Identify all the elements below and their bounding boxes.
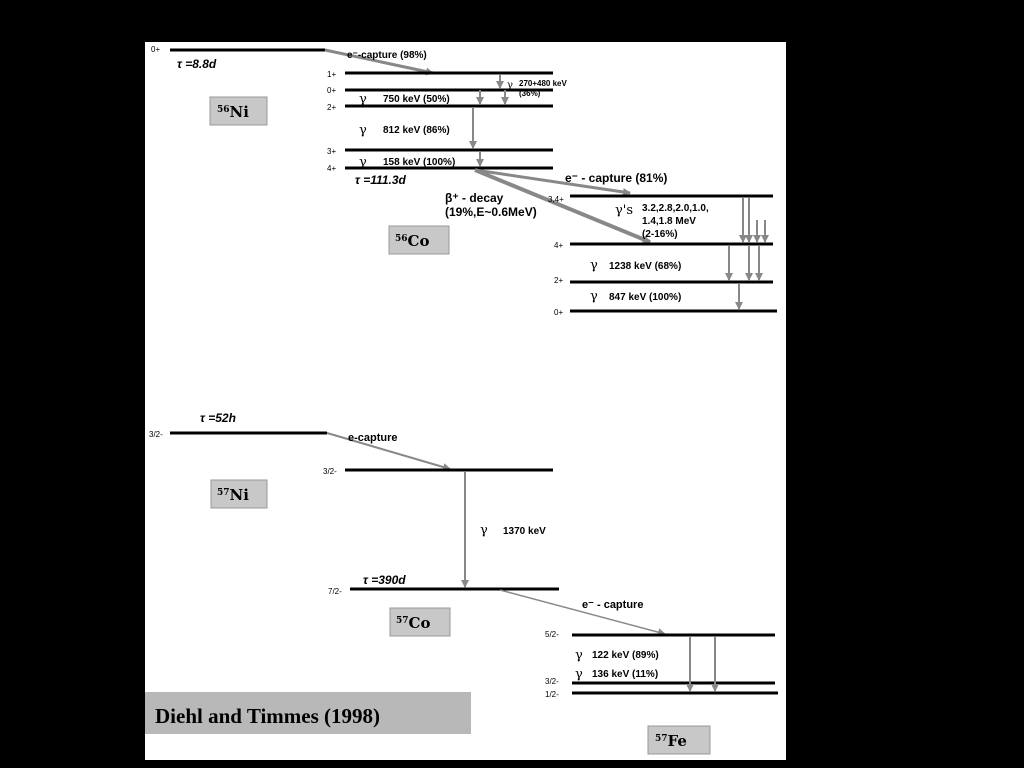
ni56-label-mass: 56: [217, 105, 230, 115]
fe57-gamma2-text: 136 keV (11%): [592, 669, 659, 680]
fe56-gamma2-symbol: γ: [590, 289, 598, 304]
co56-spin-2plus: 2+: [327, 103, 337, 112]
co56-beta-label-1: β⁺ - decay: [445, 191, 504, 205]
fe56-spin-2plus: 2+: [554, 276, 564, 285]
co56-gamma1-symbol: γ: [359, 92, 367, 107]
ni57-spin-label: 3/2-: [149, 430, 163, 439]
ni56-lifetime: τ =8.8d: [177, 57, 217, 71]
co56-spin-4plus: 4+: [327, 164, 337, 173]
co56-gamma3-text: 158 keV (100%): [383, 157, 456, 168]
ni57-label-element: Ni: [229, 486, 249, 504]
co56-gamma1-text: 750 keV (50%): [383, 94, 450, 105]
co57-capture-label: e⁻ - capture: [582, 599, 644, 611]
co57-gamma-text: 1370 keV: [503, 526, 546, 537]
co56-gamma2-symbol: γ: [359, 123, 367, 138]
fe56-gammas-line2: 1.4,1.8 MeV: [642, 216, 696, 227]
co56-label-element: Co: [407, 232, 430, 250]
co57-spin-upper: 3/2-: [323, 467, 337, 476]
fe57-gamma2-symbol: γ: [575, 667, 583, 682]
co57-lifetime: τ =390d: [363, 573, 406, 587]
fe57-spin-32: 3/2-: [545, 677, 559, 686]
co57-spin-ground: 7/2-: [328, 587, 342, 596]
decay-scheme-diagram: [145, 42, 786, 760]
fe56-gamma2-text: 847 keV (100%): [609, 292, 682, 303]
fe56-spin-4plus: 4+: [554, 241, 564, 250]
co56-gamma4-sub: (36%): [519, 89, 541, 98]
co56-capture-label: e⁻ - capture (81%): [565, 171, 668, 185]
fe57-label-mass: 57: [655, 734, 668, 744]
co56-gamma2-text: 812 keV (86%): [383, 125, 450, 136]
co57-label-element: Co: [408, 614, 431, 632]
co56-spin-0plus: 0+: [327, 86, 337, 95]
co57-capture-arrow: [500, 590, 665, 634]
co56-beta-label-2: (19%,E~0.6MeV): [445, 205, 537, 219]
co57-gamma-symbol: γ: [480, 523, 488, 538]
fe56-gammas-line3: (2-16%): [642, 229, 678, 240]
ni57-capture-label: e-capture: [348, 432, 398, 444]
fe56-gamma1-text: 1238 keV (68%): [609, 261, 682, 272]
figure-panel: [145, 42, 786, 760]
ni56-label-element: Ni: [229, 103, 249, 121]
fe57-gamma1-symbol: γ: [575, 648, 583, 663]
ni57-lifetime: τ =52h: [200, 411, 236, 425]
fe56-spin-34plus: 3,4+: [548, 195, 564, 204]
co56-gamma3-symbol: γ: [359, 155, 367, 170]
ni56-capture-label: e⁻-capture (98%): [347, 50, 427, 61]
fe57-spin-12: 1/2-: [545, 690, 559, 699]
fe56-gamma1-symbol: γ: [590, 258, 598, 273]
citation-text: Diehl and Timmes (1998): [155, 704, 380, 728]
co56-gamma4-symbol: γ: [507, 80, 513, 91]
fe57-label-element: Fe: [667, 732, 687, 750]
fe56-gammas-symbol: γ's: [615, 203, 634, 218]
ni57-label-mass: 57: [217, 488, 230, 498]
co56-spin-1plus: 1+: [327, 70, 337, 79]
fe57-spin-52: 5/2-: [545, 630, 559, 639]
co56-gamma4-text: 270+480 keV: [519, 79, 567, 88]
ni56-spin-label: 0+: [151, 45, 161, 54]
co57-label-mass: 57: [396, 616, 409, 626]
co56-label-mass: 56: [395, 234, 408, 244]
fe56-spin-0plus: 0+: [554, 308, 564, 317]
fe57-gamma1-text: 122 keV (89%): [592, 650, 659, 661]
co56-spin-3plus: 3+: [327, 147, 337, 156]
co56-lifetime: τ =111.3d: [355, 173, 406, 187]
fe56-gammas-line1: 3.2,2.8,2.0,1.0,: [642, 203, 709, 214]
